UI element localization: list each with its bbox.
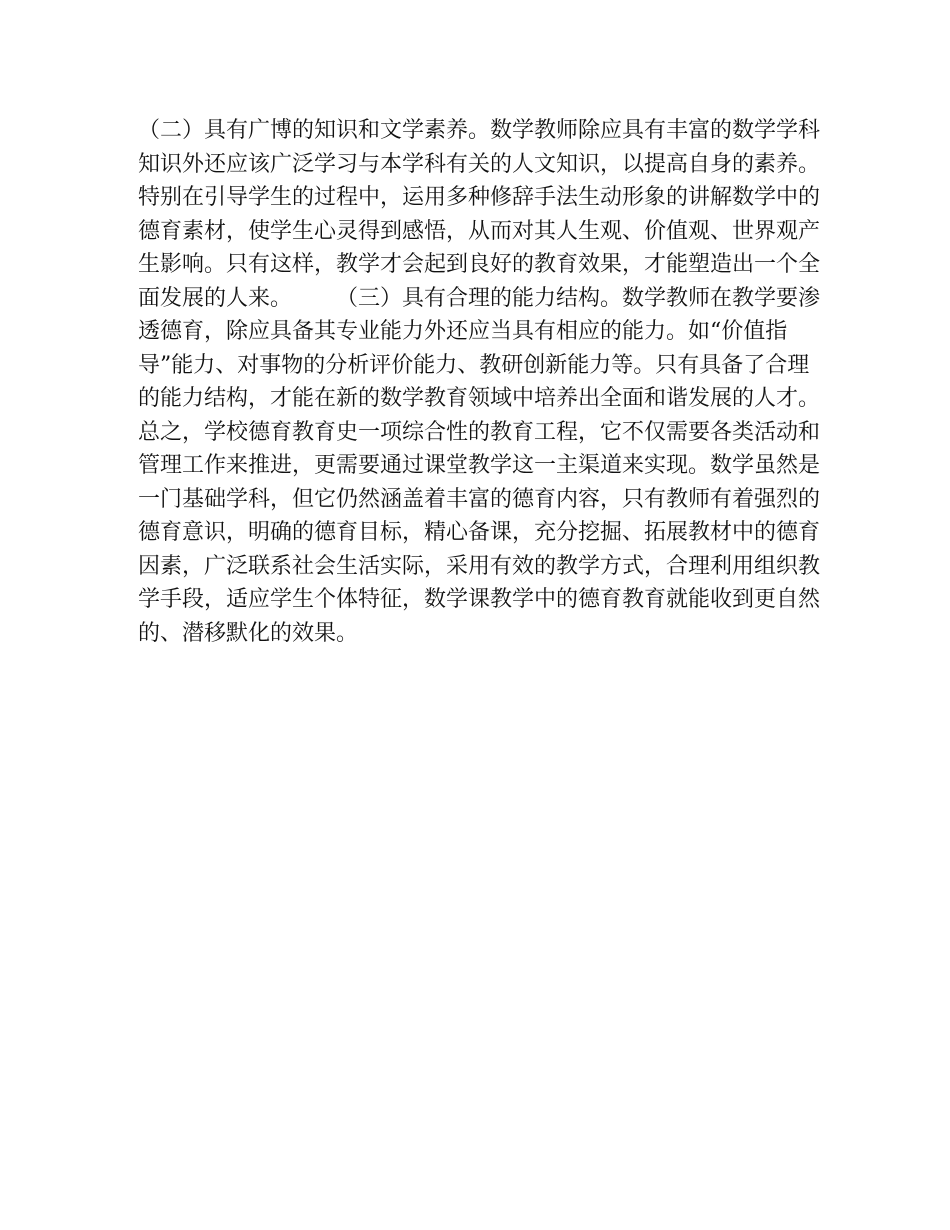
- text-line: 导”能力、对事物的分析评价能力、教研创新能力等。只有具备了合理: [138, 352, 810, 378]
- text-line: 一门基础学科，但它仍然涵盖着丰富的德育内容，只有教师有着强烈的: [138, 486, 821, 512]
- text-line: 学手段，适应学生个体特征，数学课教学中的德育教育就能收到更自然: [138, 587, 821, 612]
- text-line: 德育素材，使学生心灵得到感悟，从而对其人生观、价值观、世界观产: [138, 218, 821, 244]
- text-line: 因素，广泛联系社会生活实际，采用有效的教学方式，合理利用组织教: [138, 553, 821, 579]
- text-line: 的、潜移默化的效果。: [138, 620, 359, 646]
- text-line: 的能力结构，才能在新的数学教育领域中培养出全面和谐发展的人才。: [138, 386, 821, 411]
- text-line: 德育意识，明确的德育目标，精心备课，充分挖掘、拓展教材中的德育: [138, 520, 821, 545]
- text-line: （二）具有广博的知识和文学素养。数学教师除应具有丰富的数学学科: [138, 118, 821, 143]
- text-line: 透德育，除应具备其专业能力外还应当具有相应的能力。如“价值指: [138, 319, 788, 344]
- text-line: 总之，学校德育教育史一项综合性的教育工程，它不仅需要各类活动和: [138, 419, 821, 445]
- text-line: 管理工作来推进，更需要通过课堂教学这一主渠道来实现。数学虽然是: [138, 453, 821, 478]
- text-line: 面发展的人来。 （三）具有合理的能力结构。数学教师在教学要渗: [138, 285, 821, 311]
- text-line: 生影响。只有这样，教学才会起到良好的教育效果，才能塑造出一个全: [138, 252, 821, 277]
- text-line: 特别在引导学生的过程中，运用多种修辞手法生动形象的讲解数学中的: [138, 185, 821, 210]
- body-text: [138, 114, 821, 650]
- text-line: 知识外还应该广泛学习与本学科有关的人文知识，以提高自身的素养。: [138, 151, 821, 177]
